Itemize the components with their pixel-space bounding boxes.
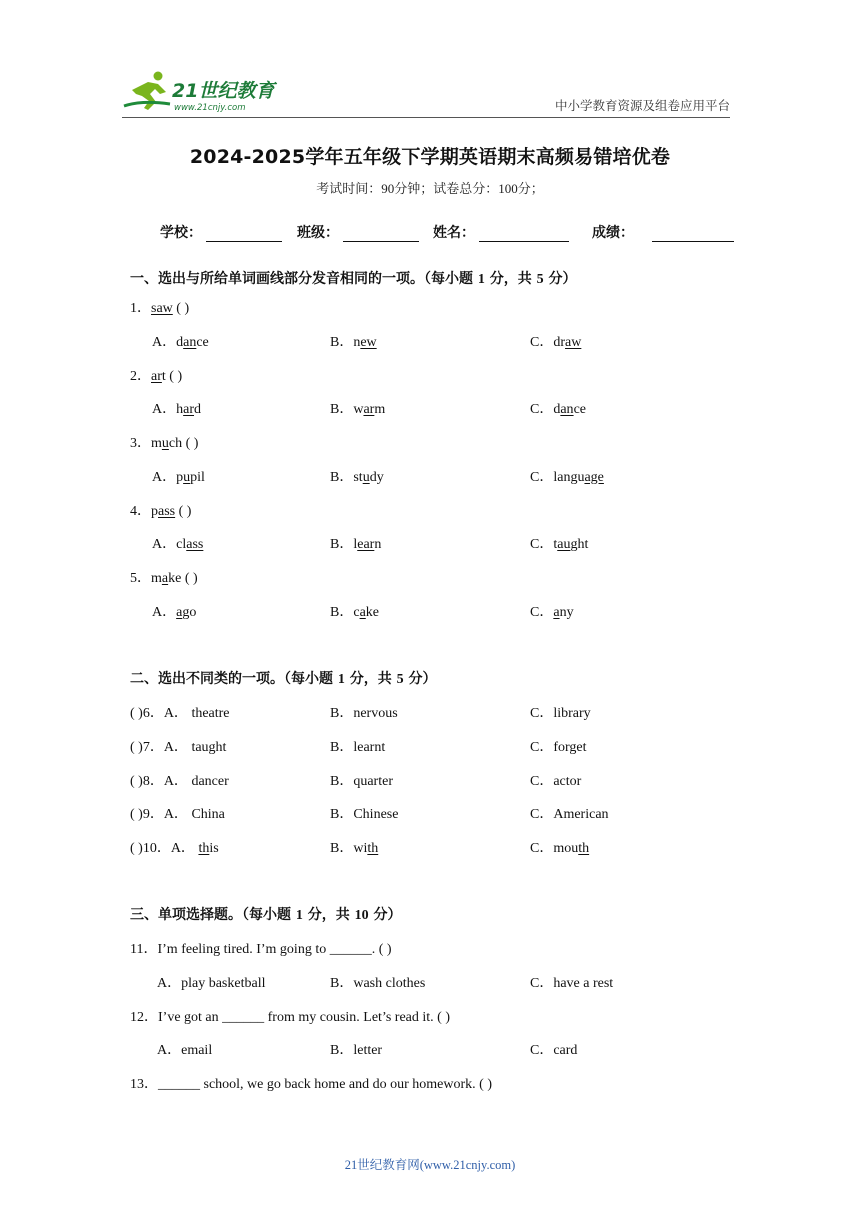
underlined-part: th [198, 841, 210, 857]
name-blank[interactable] [479, 227, 569, 242]
underlined-part: ew [360, 334, 377, 350]
option-c[interactable]: C．forget [530, 739, 587, 755]
option[interactable]: B．cake [330, 604, 379, 620]
option[interactable]: A．email [157, 1043, 213, 1058]
class-blank[interactable] [343, 227, 419, 242]
underlined-part: u [362, 469, 370, 485]
question-stem: 11．I’m feeling tired. I’m going to ______. ( ) [130, 942, 392, 957]
question-stem: 12．I’ve got an ______ from my cousin. Let’s read it. ( ) [130, 1009, 450, 1025]
option[interactable]: B．new [330, 334, 377, 350]
question-stem: 13．______ school, we go back home and do our homework. ( ) [130, 1077, 492, 1092]
option-a[interactable]: ( )8．A． dancer [130, 773, 229, 789]
option-b[interactable]: B．nervous [330, 706, 398, 721]
question-stem: 5．make ( ) [130, 571, 198, 586]
exam-title: 2024-2025学年五年级下学期英语期末高频易错培优卷 [189, 146, 671, 168]
option[interactable]: B．wash clothes [330, 975, 426, 991]
underlined-part: ar [183, 402, 195, 417]
underlined-part: ass [186, 537, 204, 552]
underlined-part: ear [357, 537, 375, 552]
option[interactable]: B．warm [330, 402, 386, 417]
section1-title: 一、选出与所给单词画线部分发音相同的一项。（每小题 1 分，共 5 分） [130, 271, 577, 287]
logo-text: 21世纪教育 [172, 80, 275, 102]
underlined-part: aw [565, 334, 582, 350]
underlined-part: ar [151, 368, 162, 384]
runner-icon [124, 72, 170, 111]
school-field[interactable] [160, 222, 282, 242]
option[interactable]: A．play basketball [157, 975, 266, 991]
underlined-part: th [578, 841, 590, 857]
option-c[interactable]: C．American [530, 807, 609, 823]
platform-name: 中小学教育资源及组卷应用平台 [554, 99, 730, 113]
underlined-part: a [176, 604, 183, 620]
section3-title: 三、单项选择题。（每小题 1 分，共 10 分） [130, 907, 402, 923]
option[interactable]: C．have a rest [530, 975, 614, 991]
underlined-part: a [553, 604, 560, 620]
option[interactable]: C．dance [530, 402, 586, 417]
option-b[interactable]: B．learnt [330, 739, 386, 755]
option-c[interactable]: C．mouth [530, 841, 590, 857]
option[interactable]: B．learn [330, 537, 382, 552]
section2-title: 二、选出不同类的一项。（每小题 1 分，共 5 分） [130, 671, 437, 687]
option[interactable]: B．study [330, 469, 384, 485]
class-field[interactable] [297, 222, 419, 242]
underlined-part: an [560, 402, 574, 417]
question-stem: 2．art ( ) [130, 368, 183, 384]
option[interactable]: A．hard [152, 402, 202, 417]
name-label: 姓名： [433, 225, 475, 241]
underlined-part: ar [363, 402, 375, 417]
question-stem: 3．much ( ) [130, 436, 199, 451]
option[interactable]: C．language [530, 469, 604, 485]
school-label: 学校： [160, 225, 202, 241]
option-a[interactable]: ( )6．A． theatre [130, 706, 230, 721]
option[interactable]: C．taught [530, 537, 589, 552]
underlined-part: ass [158, 503, 176, 519]
score-field[interactable] [592, 222, 734, 242]
underlined-part: th [367, 841, 379, 857]
question-stem: 1．saw ( ) [130, 301, 190, 316]
option-a[interactable]: ( )7．A． taught [130, 739, 227, 755]
underlined-part: u [183, 469, 191, 485]
underlined-part: u [161, 436, 169, 451]
underlined-part: au [557, 537, 571, 552]
footer: 21世纪教育网(www.21cnjy.com) [344, 1158, 516, 1172]
option-a[interactable]: ( )10．A． this [130, 841, 219, 857]
name-field[interactable] [433, 222, 569, 242]
option[interactable]: A．ago [152, 604, 197, 620]
underlined-part: a [161, 571, 169, 586]
option[interactable]: C．card [530, 1043, 578, 1058]
option-b[interactable]: B．Chinese [330, 807, 399, 823]
option-c[interactable]: C．actor [530, 773, 582, 789]
question-stem: 4．pass ( ) [130, 503, 192, 519]
score-label: 成绩： [592, 225, 634, 241]
option[interactable]: B．letter [330, 1043, 383, 1058]
logo-url: www.21cnjy.com [174, 103, 246, 113]
option[interactable]: C．draw [530, 334, 582, 350]
header-rule [122, 117, 730, 118]
underlined-part: an [183, 334, 197, 350]
underlined-part: saw [151, 301, 173, 316]
option-b[interactable]: B．with [330, 841, 379, 857]
option[interactable]: C．any [530, 604, 574, 620]
logo [122, 70, 292, 114]
option[interactable]: A．dance [152, 334, 209, 350]
option[interactable]: A．class [152, 537, 204, 552]
exam-meta: 考试时间：90分钟；试卷总分：100分； [316, 181, 544, 196]
score-blank[interactable] [652, 227, 734, 242]
option-a[interactable]: ( )9．A． China [130, 807, 225, 823]
option-b[interactable]: B．quarter [330, 773, 393, 789]
underlined-part: age [584, 469, 604, 485]
class-label: 班级： [297, 225, 339, 241]
option-c[interactable]: C．library [530, 706, 591, 721]
option[interactable]: A．pupil [152, 469, 205, 485]
school-blank[interactable] [206, 227, 282, 242]
underlined-part: a [359, 604, 366, 620]
